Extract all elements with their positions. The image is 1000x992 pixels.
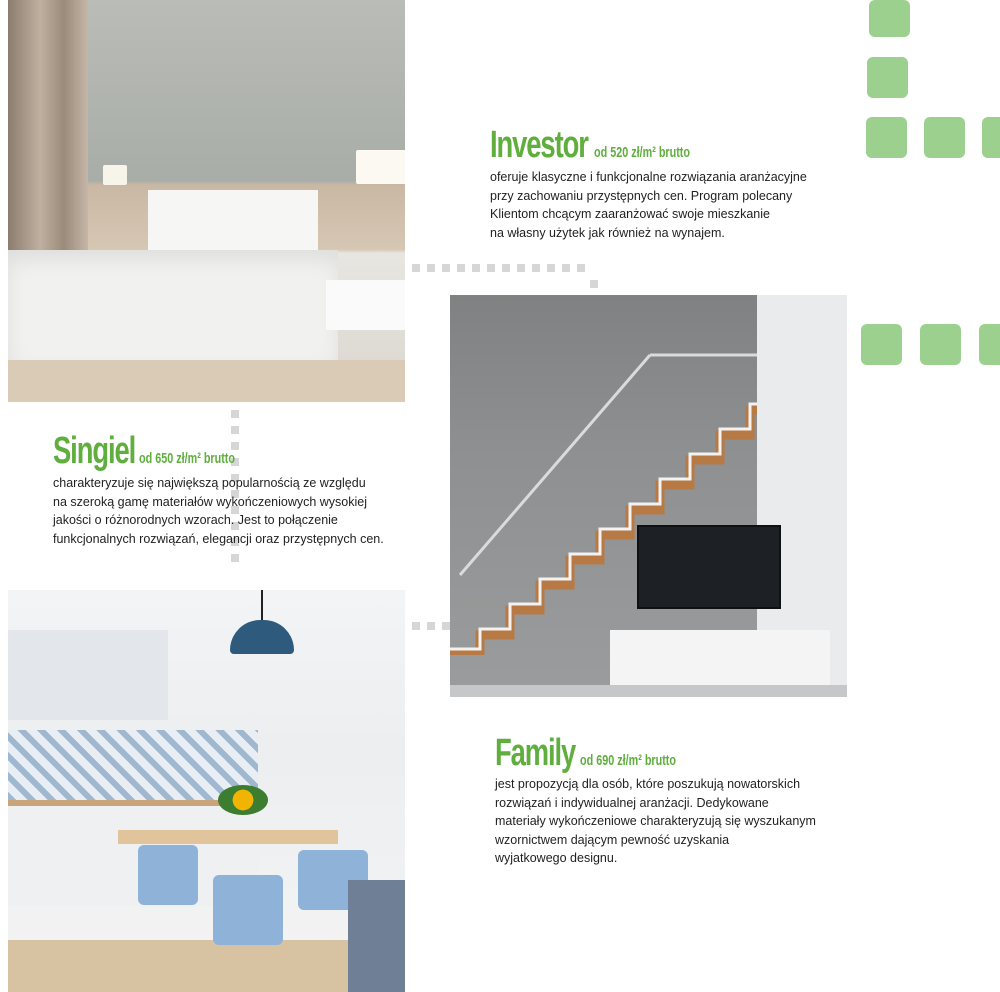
decor-square (866, 117, 907, 158)
text-line: Klientom chcącym zaaranżować swoje mieszkanie (490, 207, 770, 221)
text-line: oferuje klasyczne i funkcjonalne rozwiązania aranżacyjne (490, 170, 807, 184)
text-line: na szeroką gamę materiałów wykończeniowych wysokiej (53, 494, 368, 509)
kitchen-dining-photo (8, 590, 405, 992)
investor-heading (490, 126, 727, 164)
decor-square (869, 0, 910, 37)
dotted-connector-top-drop (590, 280, 598, 288)
decor-square (924, 117, 965, 158)
decor-square (867, 57, 908, 98)
dotted-connector-top (412, 264, 585, 272)
text-line: przy zachowaniu przystępnych cen. Program polecany (490, 188, 793, 203)
offer-name: Family (495, 732, 576, 774)
family-heading (495, 734, 714, 772)
decor-square (920, 324, 961, 365)
offer-price: od 520 zł/m² brutto (593, 144, 690, 161)
text-line: jakości o różnorodnych wzorach. Jest to połączenie (53, 513, 338, 527)
text-line: materiały wykończeniowe charakteryzują się wyszukanym (495, 814, 816, 828)
family-description (495, 775, 816, 868)
offer-name: Investor (490, 124, 588, 166)
text-line: jest propozycją dla osób, które poszukują nowatorskich (495, 777, 801, 791)
text-line: na własny użytek jak również na wynajem. (490, 225, 725, 240)
decor-square (982, 117, 1000, 158)
investor-description (490, 168, 807, 242)
text-line: wzornictwem dającym pewność uzyskania (495, 832, 730, 847)
decor-square (979, 324, 1000, 365)
living-room-stairs-photo (450, 295, 847, 697)
text-line: wyjatkowego designu. (495, 851, 618, 865)
offer-price: od 690 zł/m² brutto (580, 752, 677, 769)
text-line: charakteryzuje się największą popularnością ze względu (53, 476, 366, 490)
bedroom-photo (8, 0, 405, 402)
singiel-heading (53, 432, 272, 470)
text-line: rozwiązań i indywidualnej aranżacji. Dedykowane (495, 795, 769, 810)
text-line: funkcjonalnych rozwiązań, elegancji oraz przystępnych cen. (53, 531, 384, 546)
offer-name: Singiel (53, 430, 136, 472)
offer-price: od 650 zł/m² brutto (139, 450, 236, 467)
singiel-description (53, 474, 384, 548)
dotted-connector-bottom (412, 622, 450, 630)
decor-square (861, 324, 902, 365)
